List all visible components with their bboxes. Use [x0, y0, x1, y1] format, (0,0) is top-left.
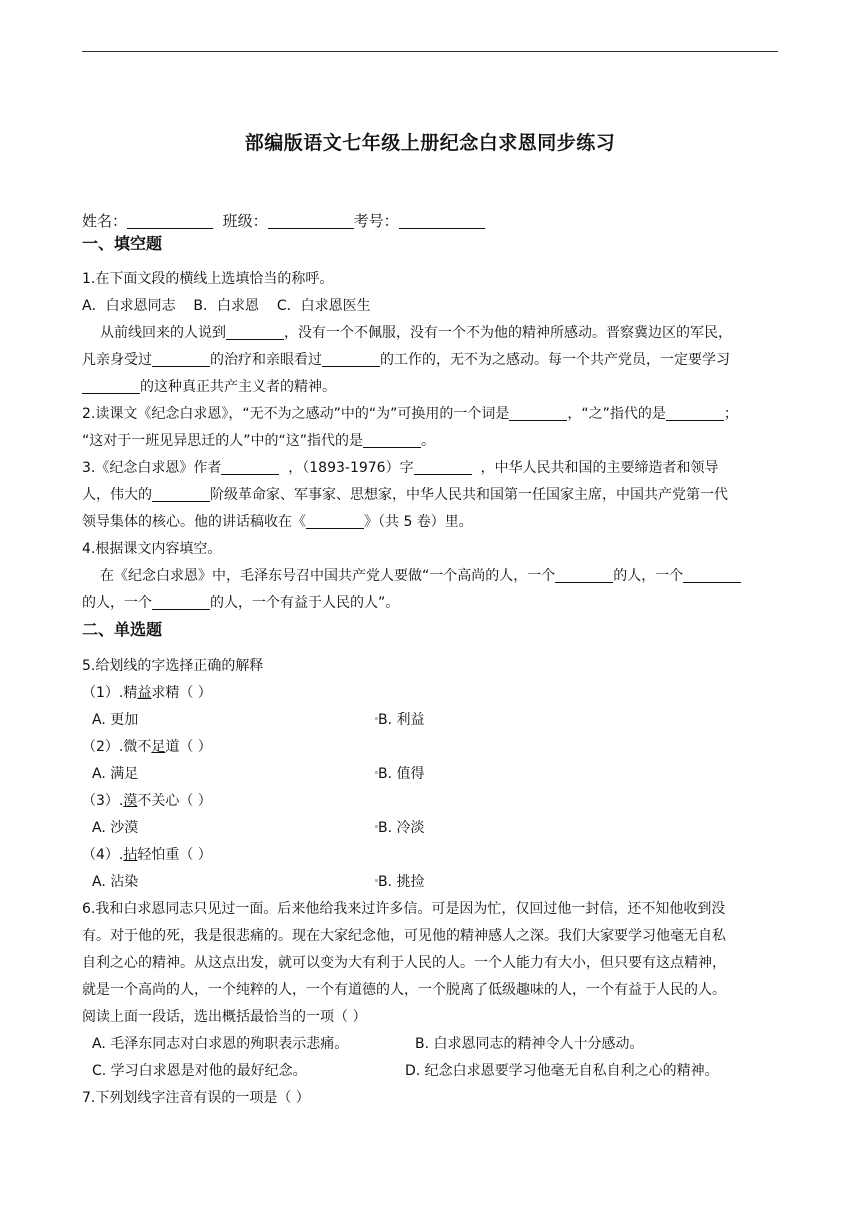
- answer-blank[interactable]: [226, 325, 284, 340]
- answer-blank[interactable]: [414, 460, 472, 475]
- number-label: 考号：: [353, 212, 399, 230]
- q4-line-1: [82, 566, 778, 586]
- underlined-char: 益: [137, 685, 152, 701]
- text: ，（1893-1976）字: [288, 460, 414, 476]
- q5-item-4: [82, 845, 778, 865]
- text: 从前线回来的人说到: [100, 325, 226, 341]
- text: 在《纪念白求恩》中，毛泽东号召中国共产党人要做“一个高尚的人，一个: [100, 568, 556, 584]
- q3-line-3: [82, 512, 778, 532]
- student-info: [82, 211, 778, 231]
- q6-line-2: 有。对于他的死，我是很悲痛的。现在大家纪念他，可见他的精神感人之深。我们大家要学习他毫无自私: [82, 928, 726, 944]
- q6-line-1: 6.我和白求恩同志只见过一面。后来他给我来过许多信。可是因为忙，仅回过他一封信，还不知他收到没: [82, 901, 726, 917]
- q2-line-1: [82, 404, 778, 424]
- text: 》（共 5 卷）里。: [364, 514, 473, 530]
- underlined-char: 漠: [123, 793, 138, 809]
- option-a[interactable]: A. 沙漠: [92, 820, 139, 836]
- number-blank[interactable]: [399, 214, 485, 229]
- q6-option-c[interactable]: C. 学习白求恩是对他的最好纪念。: [92, 1063, 307, 1079]
- text: 轻怕重（ ）: [137, 847, 212, 863]
- class-label: 班级：: [222, 212, 268, 230]
- top-rule: [82, 51, 778, 52]
- q1-passage-line-2: [82, 350, 778, 370]
- answer-blank[interactable]: [152, 595, 210, 610]
- text: （2）.: [82, 739, 124, 755]
- answer-blank[interactable]: [152, 487, 210, 502]
- answer-blank[interactable]: [306, 514, 364, 529]
- page-title: 部编版语文七年级上册纪念白求恩同步练习: [244, 132, 616, 154]
- q1-prompt: 1.在下面文段的横线上选填恰当的称呼。: [82, 271, 334, 287]
- underlined-char: 拈: [123, 847, 138, 863]
- option-b[interactable]: B. 冷淡: [378, 820, 425, 836]
- q5-item-3: [82, 791, 778, 811]
- text: 3.《纪念白求恩》作者: [82, 460, 222, 476]
- option-a[interactable]: A. 更加: [92, 712, 139, 728]
- text: （3）.: [82, 793, 124, 809]
- class-blank[interactable]: [268, 214, 354, 229]
- q5-item-4-options: [82, 872, 778, 892]
- q5-item-2-options: [82, 764, 778, 784]
- text: （4）.: [82, 847, 124, 863]
- text: 领导集体的核心。他的讲话稿收在《: [82, 514, 306, 530]
- q6-option-a[interactable]: A. 毛泽东同志对白求恩的殉职表示悲痛。: [92, 1036, 349, 1052]
- name-label: 姓名：: [82, 212, 128, 230]
- text: 求精（ ）: [151, 685, 212, 701]
- text: 阶级革命家、军事家、思想家，中华人民共和国第一任国家主席，中国共产党第一代: [210, 487, 728, 503]
- q1-option-b: B．白求恩: [193, 298, 259, 314]
- q6-line-5: 阅读上面一段话，选出概括最恰当的一项（ ）: [82, 1009, 367, 1025]
- option-b[interactable]: B. 利益: [378, 712, 425, 728]
- answer-blank[interactable]: [322, 352, 380, 367]
- q5-item-1-options: [82, 710, 778, 730]
- q5-item-3-options: [82, 818, 778, 838]
- text: 精: [123, 685, 138, 701]
- text: 不关心（ ）: [137, 793, 212, 809]
- q7-prompt: 7.下列划线字注音有误的一项是（ ）: [82, 1090, 310, 1106]
- q6-option-d[interactable]: D. 纪念白求恩要学习他毫无自私自利之心的精神。: [405, 1063, 719, 1079]
- q6-line-4: 就是一个高尚的人，一个纯粹的人，一个有道德的人，一个脱离了低级趣味的人，一个有益于人民的人。: [82, 982, 726, 998]
- q6-option-b[interactable]: B. 白求恩同志的精神令人十分感动。: [415, 1036, 644, 1052]
- q6-line-3: 自利之心的精神。从这点出发，就可以变为大有利于人民的人。一个人能力有大小，但只要有这点精神，: [82, 955, 726, 971]
- answer-blank[interactable]: [683, 568, 741, 583]
- answer-blank[interactable]: [152, 352, 210, 367]
- text: ，“之”指代的是: [567, 406, 666, 422]
- q3-line-1: [82, 458, 778, 478]
- text: ，没有一个不佩服，没有一个不为他的精神所感动。晋察冀边区的军民，: [284, 325, 732, 341]
- option-a[interactable]: A. 满足: [92, 766, 139, 782]
- text: 凡亲身受过: [82, 352, 152, 368]
- answer-blank[interactable]: [363, 433, 421, 448]
- text: 的人，一个有益于人民的人”。: [210, 595, 400, 611]
- section-heading-fill: 一、填空题: [82, 234, 163, 253]
- option-a[interactable]: A. 沾染: [92, 874, 139, 890]
- q4-line-2: [82, 593, 778, 613]
- q5-item-2: [82, 737, 778, 757]
- answer-blank[interactable]: [509, 406, 567, 421]
- text: （1）.: [82, 685, 124, 701]
- option-b[interactable]: B. 值得: [378, 766, 425, 782]
- underlined-char: 足: [151, 739, 166, 755]
- answer-blank[interactable]: [666, 406, 724, 421]
- answer-blank[interactable]: [82, 379, 140, 394]
- q1-option-a: A．白求恩同志: [82, 298, 176, 314]
- text: 的工作的，无不为之感动。每一个共产党员，一定要学习: [380, 352, 730, 368]
- text: 人，伟大的: [82, 487, 152, 503]
- q1-passage-line-3: [82, 377, 778, 397]
- q5-prompt: 5.给划线的字选择正确的解释: [82, 658, 264, 674]
- answer-blank[interactable]: [555, 568, 613, 583]
- text: 的治疗和亲眼看过: [210, 352, 322, 368]
- text: 的人，一个: [613, 568, 684, 584]
- q2-line-2: [82, 431, 778, 451]
- answer-blank[interactable]: [221, 460, 279, 475]
- q5-item-1: [82, 683, 778, 703]
- section-heading-choice: 二、单选题: [82, 620, 163, 639]
- text: “这对于一班见异思迁的人”中的“这”指代的是: [82, 433, 364, 449]
- q1-passage-line-1: [82, 323, 778, 343]
- text: 的人，一个: [82, 595, 152, 611]
- text: ，中华人民共和国的主要缔造者和领导: [480, 460, 719, 476]
- name-blank[interactable]: [127, 214, 213, 229]
- q1-options: [82, 296, 778, 316]
- q1-option-c: C．白求恩医生: [276, 298, 371, 314]
- option-b[interactable]: B. 挑捡: [378, 874, 425, 890]
- q4-prompt: 4.根据课文内容填空。: [82, 541, 222, 557]
- q6-options-row-1: [82, 1034, 778, 1054]
- text: 微不: [123, 739, 152, 755]
- text: 道（ ）: [165, 739, 212, 755]
- text: ；: [723, 406, 738, 422]
- q3-line-2: [82, 485, 778, 505]
- text: 。: [421, 433, 436, 449]
- q6-options-row-2: [82, 1061, 778, 1081]
- text: 的这种真正共产主义者的精神。: [140, 379, 336, 395]
- text: 2.读课文《纪念白求恩》，“无不为之感动”中的“为”可换用的一个词是: [82, 406, 510, 422]
